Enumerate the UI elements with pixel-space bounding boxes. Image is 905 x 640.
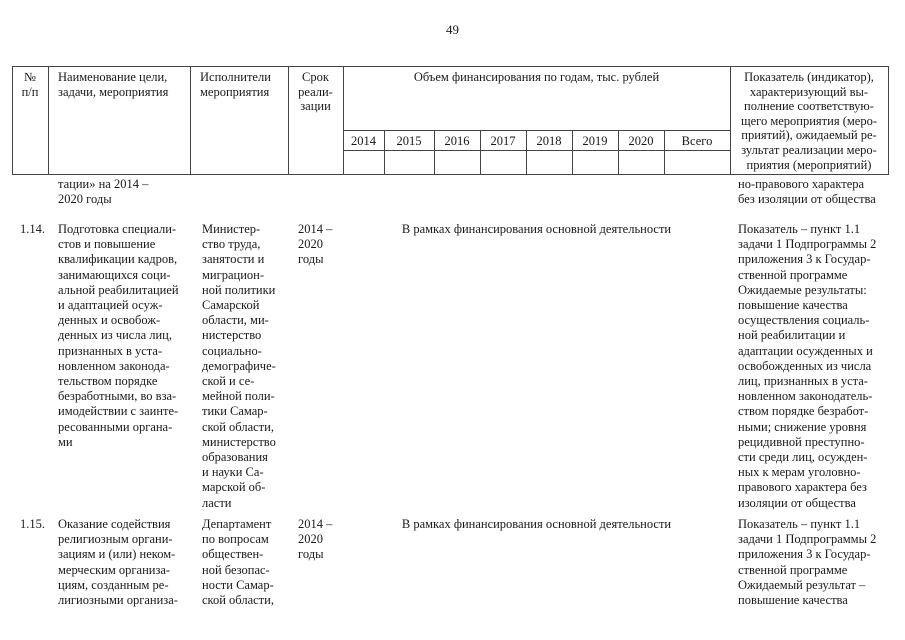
year-header: 2015 [396,134,422,148]
col-divider-name [190,66,191,174]
row-number: 1.15. [20,517,45,531]
header-name: Наименование цели, задачи, мероприятия [58,70,169,99]
year-header: 2020 [628,134,654,148]
row-term: 2014 – 2020 годы [298,222,333,267]
continuation-indicator: но-правового характера без изоляции от общества [738,177,876,207]
row-executors: Министер- ство труда, занятости и миграцион- ной политики Самарской области, ми- нистерство социально- демографиче- ской и се- мейной поли- тики Самар- ской области, министерство образования и науки Са- марской об- ласти [202,222,276,510]
header-top-border [12,66,889,67]
row-indicator: Показатель – пункт 1.1 задачи 1 Подпрограммы 2 приложения 3 к Государ- ственной программе Ожидаемые результаты: повышение качества осуществления социаль- ной реабилитации и адаптации осужденных и освобожденных из числа лиц, признанных в уста- новленном законодатель- ством порядке безработ- ными; снижение уровня рецидивной преступно- сти среди лиц, осужден- ных к мерам уголовно- правового характера без изоляции от общества [738,222,877,510]
row-executors: Департамент по вопросам обществен- ной безопас- ности Самар- ской области, [202,517,274,608]
header-indicator: Показатель (индикатор), характеризующий вы- полнение соответствую- щего мероприятия (меро- приятий), ожидаемый ре- зультат реализации меро- приятия (мероприятий) [740,70,877,172]
row-name: Оказание содействия религиозным органи- зациям и (или) неком- мерческим организа- циям, созданным ре- лигиозными организа- [58,517,178,608]
header-executors: Исполнители мероприятия [200,70,271,99]
row-number: 1.14. [20,222,45,236]
row-term: 2014 – 2020 годы [298,517,333,562]
year-header: 2016 [444,134,470,148]
col-divider-right [888,66,889,174]
year-header: 2019 [582,134,608,148]
year-header: 2014 [351,134,376,148]
row-name: Подготовка специали- стов и повышение квалификации кадров, занимающихся соци- альной реабилитацией и адаптацией осуж- денных и освобож- денных из числа лиц, признанных в уста- новленном законода- тельством порядке безработными, во вза- имодействии с заинте- ресованными органа- ми [58,222,179,449]
year-header: 2017 [490,134,516,148]
row-indicator: Показатель – пункт 1.1 задачи 1 Подпрограммы 2 приложения 3 к Государ- ственной программе Ожидаемый результат – повышение качества [738,517,877,608]
years-top-border [343,130,730,131]
row-financing: В рамках финансирования основной деятельности [401,517,672,531]
year-header: 2018 [536,134,562,148]
row-financing: В рамках финансирования основной деятельности [401,222,672,236]
header-bottom-border [12,174,889,175]
years-bottom-border [343,150,730,151]
header-num: № п/п [21,70,39,99]
continuation-name: тации» на 2014 – 2020 годы [58,177,149,207]
header-term: Срок реали- зации [298,70,333,113]
header-financing: Объем финансирования по годам, тыс. рублей [413,70,660,84]
col-divider-num [48,66,49,174]
page-number: 49 [446,22,459,37]
year-header-total: Всего [681,134,713,148]
